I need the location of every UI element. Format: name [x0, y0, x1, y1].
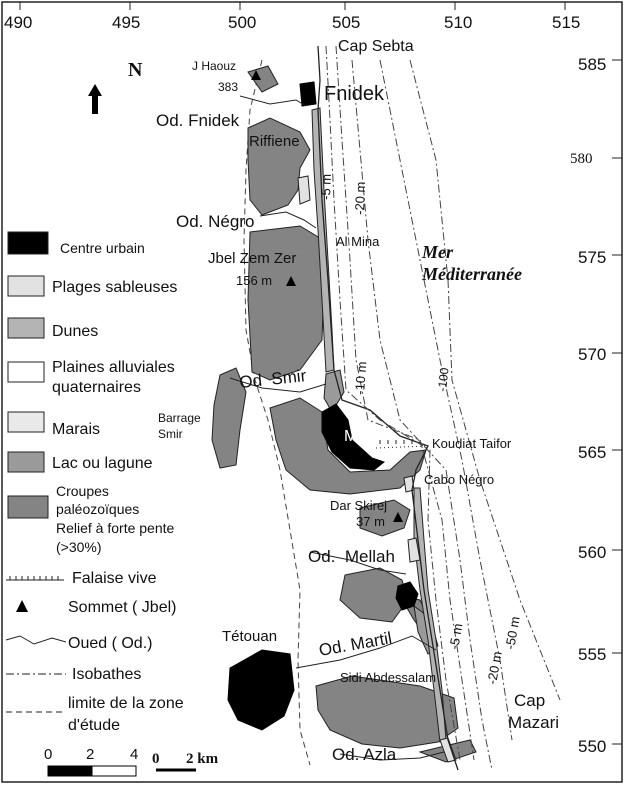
- label-riffiene: Riffiene: [249, 133, 300, 150]
- legend: [6, 232, 184, 734]
- legend-summit-icon: [16, 600, 28, 612]
- scale-bar-2: [152, 751, 219, 770]
- grid-label-510: 510: [444, 13, 473, 32]
- grid-label-555: 555: [578, 645, 607, 664]
- oued-fnidek: [240, 96, 306, 106]
- isobath-100: [410, 60, 560, 700]
- urban-fnidek: [300, 82, 316, 106]
- legend-label-urban: Centre urbain: [60, 240, 145, 256]
- north-label: N: [128, 59, 143, 81]
- legend-label-relief-2: paléozoïques: [56, 501, 140, 517]
- cliff-koudiat: [376, 446, 428, 448]
- isobath-label-10: -10 m: [352, 361, 370, 396]
- legend-swatch-urban: [8, 232, 48, 254]
- legend-swatch-relief: [8, 496, 48, 518]
- label-od-smir: Od Smir: [238, 366, 308, 392]
- label-mdiq: Mdiq: [344, 428, 379, 445]
- isobath-label-5b: -5 m: [446, 622, 466, 651]
- grid-label-560: 560: [578, 543, 607, 562]
- label-od-fnidek: Od. Fnidek: [156, 111, 240, 130]
- label-cabo-negro: Cabo Négro: [424, 472, 495, 487]
- legend-river-icon: [6, 636, 66, 644]
- label-od-mellah: Od. Mellah: [308, 547, 395, 566]
- label-jbel-zem-zer-alt: 156 m: [236, 273, 273, 288]
- label-od-martil: Od. Martil: [317, 628, 394, 660]
- legend-swatch-plain: [8, 362, 44, 382]
- grid-label-585: 585: [578, 55, 607, 74]
- label-j-haouz: J Haouz: [192, 59, 237, 73]
- isobath-lines: [326, 46, 560, 770]
- isobath-label-50: -50 m: [502, 615, 523, 651]
- legend-label-summit: Sommet ( Jbel): [68, 599, 177, 616]
- label-dar-skirej: Dar Skirej: [330, 498, 388, 513]
- legend-label-isobath: Isobathes: [72, 666, 142, 683]
- legend-label-plain-2: quaternaires: [52, 379, 141, 396]
- grid-right: [612, 60, 622, 744]
- legend-swatch-marsh: [8, 412, 44, 432]
- isobath-50: [380, 60, 512, 740]
- label-barrage-1: Barrage: [158, 411, 201, 425]
- legend-swatch-beach: [8, 276, 44, 296]
- label-jbel-zem-zer: Jbel Zem Zer: [208, 250, 297, 267]
- label-barrage-2: Smir: [158, 427, 183, 441]
- label-fnidek: Fnidek: [324, 83, 385, 105]
- grid-label-580: 580: [570, 151, 593, 167]
- label-dar-skirej-alt: 37 m: [356, 514, 385, 529]
- legend-swatch-dunes: [8, 318, 44, 338]
- label-cap-mazari-1: Cap: [514, 691, 546, 710]
- scale-bar-1: [44, 746, 138, 776]
- grid-label-515: 515: [552, 13, 581, 32]
- isobath-label-5a: -5 m: [318, 173, 334, 201]
- scale2-label: 2 km: [186, 751, 219, 767]
- grid-label-565: 565: [578, 443, 607, 462]
- grid-label-570: 570: [578, 345, 607, 364]
- label-od-azla: Od. Azla: [332, 745, 397, 764]
- grid-label-495: 495: [112, 13, 141, 32]
- label-cap-sebta: Cap Sebta: [338, 38, 414, 55]
- oued-negro: [260, 212, 316, 228]
- legend-cliff-icon: [6, 576, 64, 580]
- isobath-label-20b: -20 m: [484, 650, 505, 686]
- legend-label-cliff: Falaise vive: [72, 570, 157, 587]
- label-cap-mazari-2: Mazari: [508, 713, 560, 732]
- legend-label-limit-1: limite de la zone: [68, 695, 184, 712]
- scale2-tick-0: 0: [152, 751, 160, 767]
- legend-label-relief-4: (>30%): [56, 539, 102, 555]
- label-od-negro: Od. Négro: [176, 212, 255, 231]
- legend-label-limit-2: d'étude: [68, 717, 120, 734]
- legend-label-beach: Plages sableuses: [52, 279, 178, 296]
- legend-swatch-lagoon: [8, 452, 44, 472]
- grid-label-505: 505: [332, 13, 361, 32]
- grid-top: [20, 2, 565, 10]
- urban-tetouan: [228, 650, 294, 730]
- sea-label-line2: Méditerranée: [422, 264, 522, 284]
- isobath-label-100: -100: [435, 366, 452, 393]
- label-tetouan: Tétouan: [222, 628, 278, 645]
- scale1-tick-4: 4: [130, 746, 139, 763]
- legend-label-dunes: Dunes: [52, 323, 99, 340]
- sea-label-line1: Mer: [422, 242, 453, 262]
- label-al-mina: Al Mina: [336, 234, 380, 249]
- legend-label-plain-1: Plaines alluviales: [52, 359, 175, 376]
- label-j-haouz-alt: 383: [218, 80, 239, 94]
- legend-label-lagoon: Lac ou lagune: [52, 455, 153, 472]
- scale1-tick-2: 2: [86, 746, 95, 763]
- north-arrow-icon: [88, 84, 102, 114]
- legend-label-relief-3: Relief à forte pente: [56, 520, 175, 536]
- legend-label-relief-1: Croupes: [56, 483, 109, 499]
- scale1-tick-0: 0: [44, 746, 53, 763]
- grid-label-575: 575: [578, 248, 607, 267]
- grid-label-550: 550: [578, 737, 607, 756]
- label-sidi-abdessalam: Sidi Abdessalam: [340, 670, 437, 685]
- legend-label-marsh: Marais: [52, 421, 101, 438]
- grid-label-500: 500: [228, 13, 257, 32]
- grid-label-490: 490: [4, 13, 33, 32]
- label-koudiat-taifor: Koudiat Taifor: [432, 436, 512, 451]
- isobath-label-20a: -20 m: [352, 181, 369, 216]
- legend-label-river: Oued ( Od.): [68, 635, 153, 652]
